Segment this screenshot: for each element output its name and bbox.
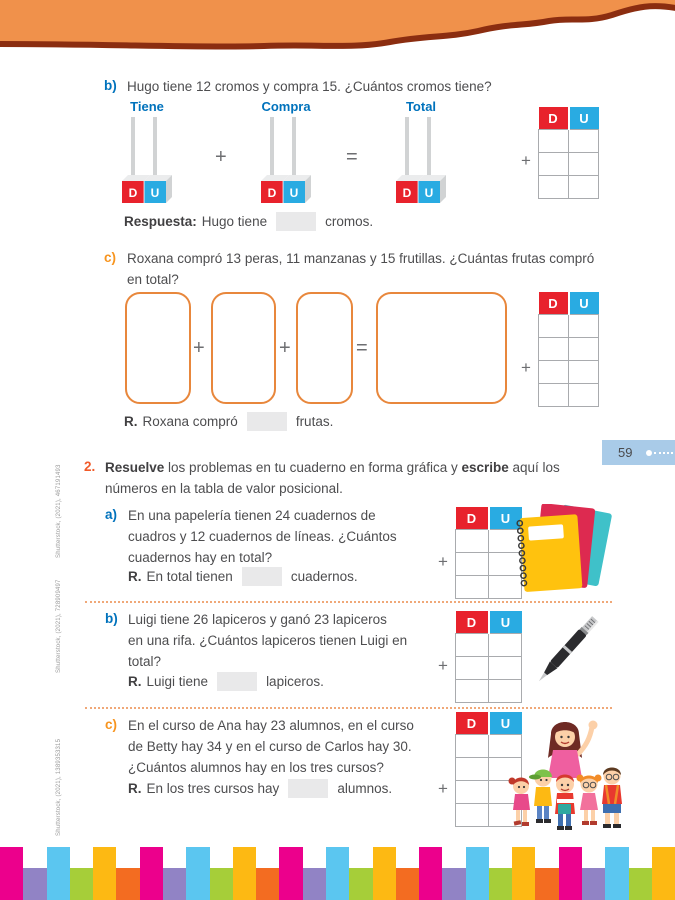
item-marker: c) xyxy=(105,717,118,732)
plus-operator: + xyxy=(279,337,291,359)
answer-box[interactable] xyxy=(276,212,316,231)
abacus-u-cube-label: U xyxy=(424,186,434,200)
band-block xyxy=(23,868,46,900)
plus-operator: + xyxy=(215,146,227,168)
pen-illustration xyxy=(525,604,610,696)
band-block xyxy=(303,868,326,900)
intro-bold-resuelve: Resuelve xyxy=(105,460,165,475)
answer-post-text: alumnos. xyxy=(337,781,393,796)
answer-pre-text: En total tienen xyxy=(146,569,233,584)
place-value-table-2b xyxy=(455,611,522,703)
band-block xyxy=(326,847,349,900)
abacus-total-illustration xyxy=(396,115,446,203)
exercise-intro-line2: números en la tabla de valor posicional. xyxy=(105,481,343,496)
answer-post-text: lapiceros. xyxy=(266,674,324,689)
du-cell[interactable] xyxy=(569,315,599,338)
question-text-line2: cuadros y 12 cuadernos de líneas. ¿Cuántos xyxy=(128,529,397,544)
column-label-total: Total xyxy=(405,99,437,114)
answer-post-text: cromos. xyxy=(325,214,374,229)
du-cell[interactable] xyxy=(539,338,569,361)
du-header-u: U xyxy=(489,507,522,530)
band-block xyxy=(210,868,233,900)
item-marker: b) xyxy=(105,611,118,626)
du-header-d: D xyxy=(456,507,489,530)
du-cell[interactable] xyxy=(539,176,569,199)
band-block xyxy=(535,868,558,900)
abacus-d-cube-label: D xyxy=(267,186,277,200)
band-block xyxy=(629,868,652,900)
answer-pre-text: En los tres cursos hay xyxy=(146,781,280,796)
question-text: Hugo tiene 12 cromos y compra 15. ¿Cuántos cromos tiene? xyxy=(127,79,492,94)
intro-text: aquí los xyxy=(508,460,560,475)
answer-box[interactable] xyxy=(247,412,287,431)
band-block xyxy=(396,868,419,900)
du-cell[interactable] xyxy=(489,657,522,680)
question-text-line2: en una rifa. ¿Cuántos lapiceros tienen Luigi en xyxy=(128,633,408,648)
band-block xyxy=(0,847,23,900)
du-cell[interactable] xyxy=(456,530,489,553)
du-cell[interactable] xyxy=(539,153,569,176)
answer-box[interactable] xyxy=(217,672,257,691)
answer-pre-text: Roxana compró xyxy=(142,414,238,429)
band-block xyxy=(373,847,396,900)
answer-label: R. xyxy=(128,781,142,796)
du-cell[interactable] xyxy=(489,634,522,657)
answer-line-2c xyxy=(128,779,392,798)
question-text-line3: ¿Cuántos alumnos hay en los tres cursos? xyxy=(128,760,384,775)
work-box-1[interactable] xyxy=(125,292,191,404)
du-cell[interactable] xyxy=(569,384,599,407)
dotted-separator xyxy=(85,601,612,603)
exercise-number: 2. xyxy=(84,459,96,474)
band-block xyxy=(466,847,489,900)
band-block xyxy=(163,868,186,900)
answer-pre-text: Hugo tiene xyxy=(201,214,268,229)
table-plus-sign: + xyxy=(438,656,448,675)
du-cell[interactable] xyxy=(456,553,489,576)
du-cell[interactable] xyxy=(456,804,489,827)
question-text-line1: En una papelería tienen 24 cuadernos de xyxy=(128,508,376,523)
column-label-tiene: Tiene xyxy=(130,99,164,114)
abacus-tiene-illustration xyxy=(122,115,172,203)
band-block xyxy=(582,868,605,900)
band-block xyxy=(47,847,70,900)
du-header-d: D xyxy=(456,712,489,735)
item-marker: b) xyxy=(104,78,117,93)
du-cell[interactable] xyxy=(569,338,599,361)
band-block xyxy=(256,868,279,900)
photo-credit: Shutterstock, (2021), 467191493 xyxy=(56,464,62,558)
question-text-line1: Roxana compró 13 peras, 11 manzanas y 15 frutillas. ¿Cuántas frutas compró xyxy=(127,251,595,266)
work-box-result[interactable] xyxy=(376,292,507,404)
du-cell[interactable] xyxy=(569,153,599,176)
footer-band xyxy=(0,847,675,900)
abacus-d-cube-label: D xyxy=(128,186,138,200)
answer-post-text: cuadernos. xyxy=(290,569,358,584)
photo-credit: Shutterstock, (2021), 728909497 xyxy=(56,579,62,673)
band-block xyxy=(233,847,256,900)
notebooks-illustration xyxy=(513,504,613,596)
du-cell[interactable] xyxy=(456,680,489,703)
answer-post-text: frutas. xyxy=(295,414,334,429)
question-text-line1: En el curso de Ana hay 23 alumnos, en el curso xyxy=(128,718,414,733)
abacus-u-cube-label: U xyxy=(150,186,160,200)
intro-bold-escribe: escribe xyxy=(461,460,509,475)
du-cell[interactable] xyxy=(539,384,569,407)
exercise-intro-line1 xyxy=(105,459,560,477)
page-number: 59 xyxy=(618,445,633,460)
equals-operator: = xyxy=(346,146,358,168)
table-plus-sign: + xyxy=(521,151,531,170)
du-cell[interactable] xyxy=(456,657,489,680)
answer-label: Respuesta: xyxy=(124,214,197,229)
place-value-table-1c xyxy=(538,292,599,407)
du-cell[interactable] xyxy=(539,130,569,153)
page-number-badge xyxy=(602,440,675,465)
work-box-3[interactable] xyxy=(296,292,353,404)
question-text-line1: Luigi tiene 26 lapiceros y ganó 23 lapiceros xyxy=(128,612,387,627)
answer-label: R. xyxy=(128,569,142,584)
answer-box[interactable] xyxy=(288,779,328,798)
du-cell[interactable] xyxy=(456,576,489,599)
badge-dotted-line xyxy=(654,452,673,454)
band-block xyxy=(652,847,675,900)
du-header-u: U xyxy=(569,292,599,315)
students-illustration xyxy=(505,714,635,840)
band-block xyxy=(605,847,628,900)
band-block xyxy=(186,847,209,900)
du-header-u: U xyxy=(569,107,599,130)
table-plus-sign: + xyxy=(438,552,448,571)
question-text-line2: de Betty hay 34 y en el curso de Carlos hay 30. xyxy=(128,739,412,754)
place-value-table-2a xyxy=(455,507,522,599)
column-label-compra: Compra xyxy=(261,99,311,114)
band-block xyxy=(140,847,163,900)
du-header-d: D xyxy=(456,611,489,634)
answer-line-1c xyxy=(124,412,333,431)
du-cell[interactable] xyxy=(456,758,489,781)
band-block xyxy=(116,868,139,900)
band-block xyxy=(70,868,93,900)
item-marker: c) xyxy=(104,250,117,265)
dotted-separator xyxy=(85,707,612,709)
band-block xyxy=(279,847,302,900)
table-plus-sign: + xyxy=(521,358,531,377)
answer-label: R. xyxy=(124,414,138,429)
work-box-2[interactable] xyxy=(211,292,276,404)
band-block xyxy=(559,847,582,900)
answer-box[interactable] xyxy=(242,567,282,586)
du-cell[interactable] xyxy=(569,130,599,153)
question-text-line3: total? xyxy=(128,654,162,669)
band-block xyxy=(442,868,465,900)
du-cell[interactable] xyxy=(456,634,489,657)
equals-operator: = xyxy=(356,337,368,359)
question-text-line2: en total? xyxy=(127,272,179,287)
du-header-u: U xyxy=(489,611,522,634)
abacus-compra-illustration xyxy=(261,115,311,203)
du-cell[interactable] xyxy=(539,315,569,338)
question-text-line3: cuadernos hay en total? xyxy=(128,550,273,565)
answer-pre-text: Luigi tiene xyxy=(146,674,209,689)
du-cell[interactable] xyxy=(569,361,599,384)
du-cell[interactable] xyxy=(456,735,489,758)
du-cell[interactable] xyxy=(569,176,599,199)
abacus-u-cube-label: U xyxy=(289,186,299,200)
place-value-table-1b xyxy=(538,107,599,199)
answer-line-1b xyxy=(124,212,373,231)
band-block xyxy=(489,868,512,900)
abacus-d-cube-label: D xyxy=(402,186,412,200)
band-block xyxy=(512,847,535,900)
intro-text: los problemas en tu cuaderno en forma gráfica y xyxy=(164,460,462,475)
table-plus-sign: + xyxy=(438,779,448,798)
band-block xyxy=(349,868,372,900)
photo-credit: Shutterstock, (2021), 1389353315 xyxy=(56,738,62,836)
top-banner-wave xyxy=(0,0,675,70)
du-header-u: U xyxy=(489,712,522,735)
answer-line-2a xyxy=(128,567,358,586)
du-header-d: D xyxy=(539,107,569,130)
du-cell[interactable] xyxy=(539,361,569,384)
answer-line-2b xyxy=(128,672,324,691)
du-cell[interactable] xyxy=(456,781,489,804)
plus-operator: + xyxy=(193,337,205,359)
answer-label: R. xyxy=(128,674,142,689)
band-block xyxy=(419,847,442,900)
du-header-d: D xyxy=(539,292,569,315)
item-marker: a) xyxy=(105,507,118,522)
band-block xyxy=(93,847,116,900)
badge-dot xyxy=(646,450,652,456)
du-cell[interactable] xyxy=(489,680,522,703)
